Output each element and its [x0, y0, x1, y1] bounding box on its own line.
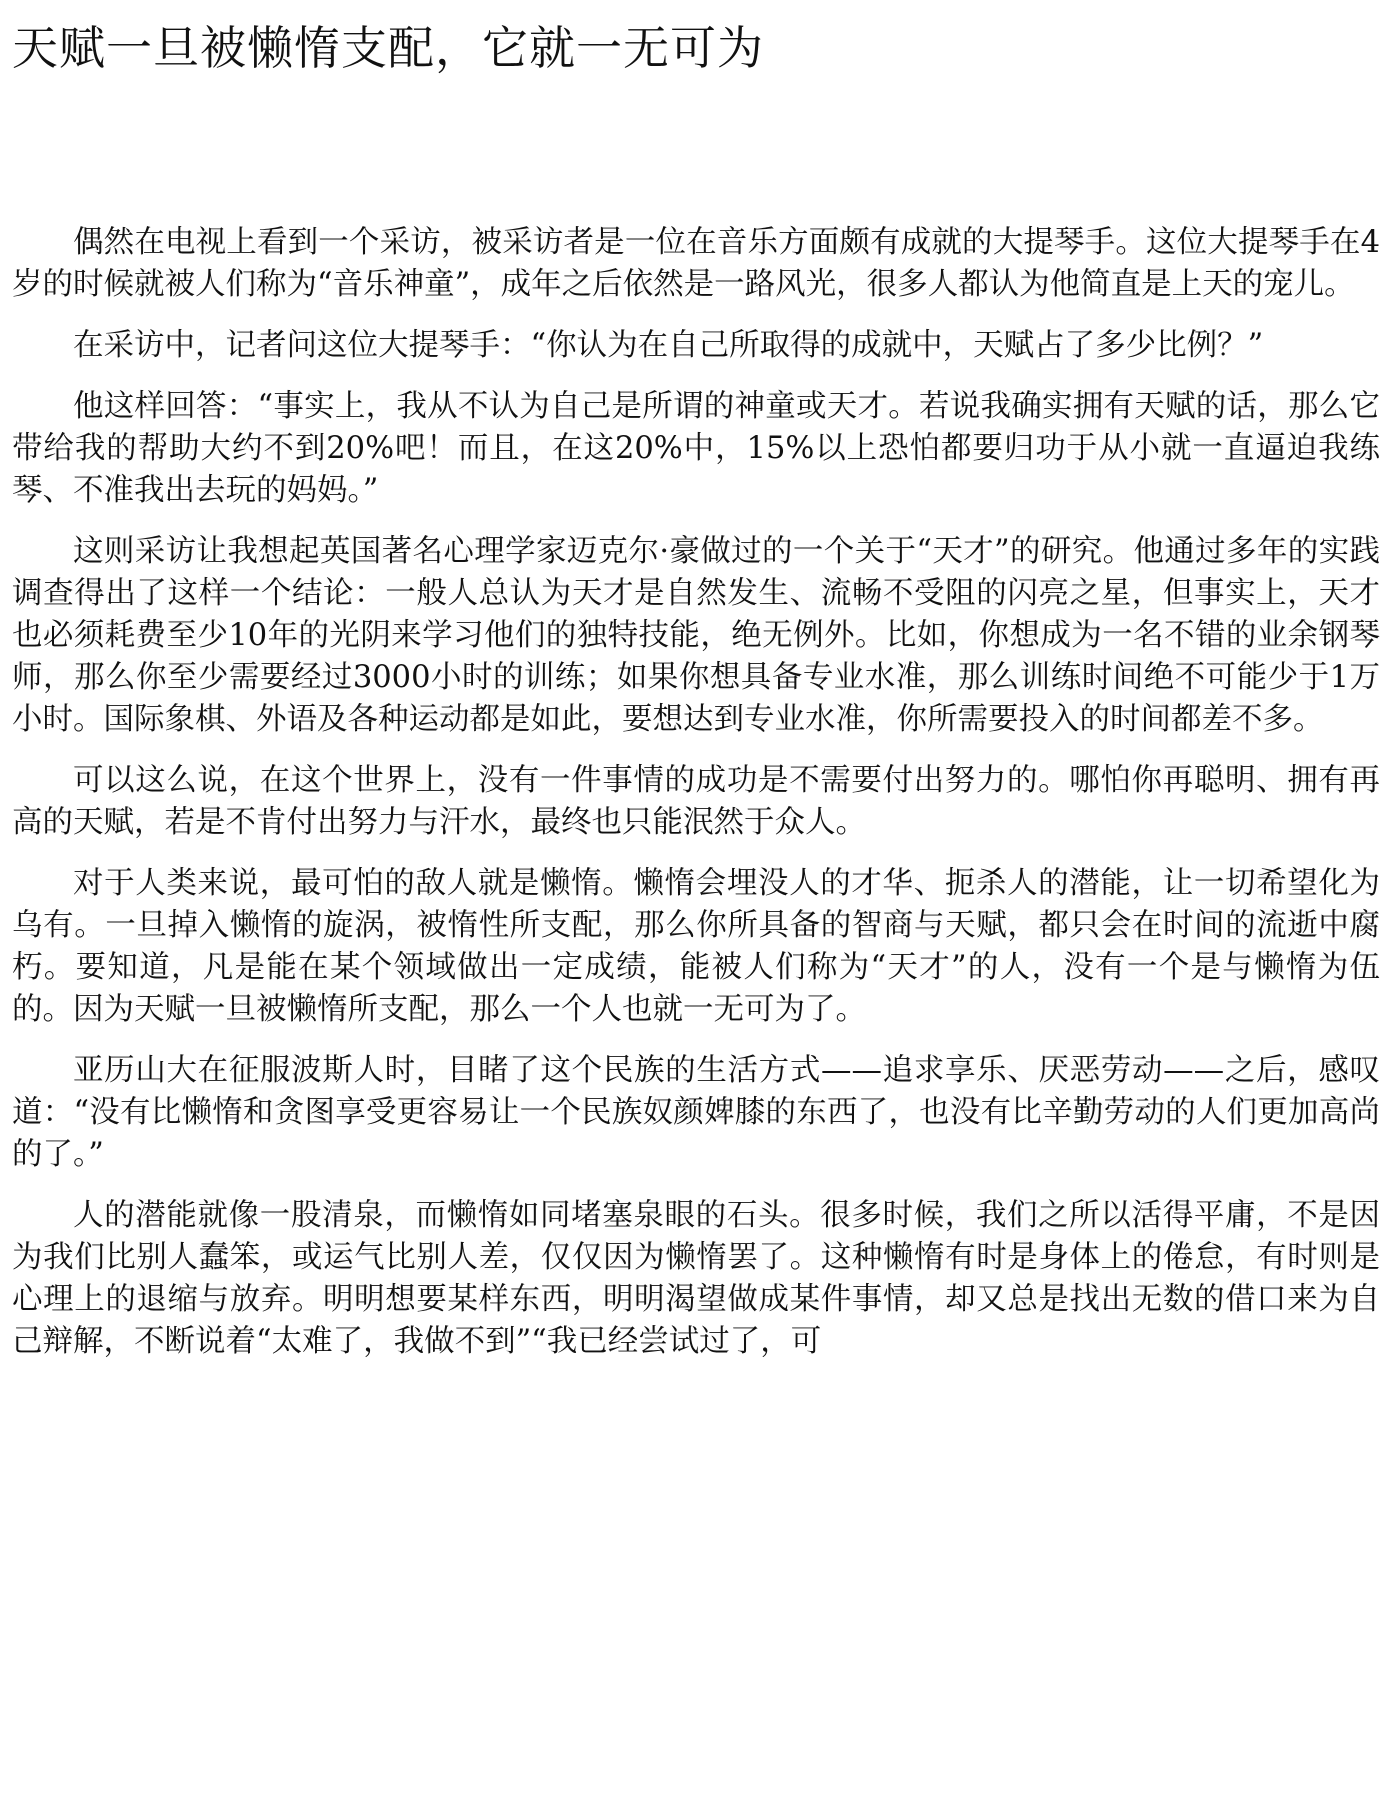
- paragraph-3: 他这样回答：“事实上，我从不认为自己是所谓的神童或天才。若说我确实拥有天赋的话，那么它带给我的帮助大约不到20%吧！而且，在这20%中，15%以上恐怕都要归功于从小就一直逼迫我练琴、不准我出去玩的妈妈。”: [12, 389, 1380, 508]
- article-title: 天赋一旦被懒惰支配，它就一无可为: [12, 21, 764, 75]
- paragraph-8: 人的潜能就像一股清泉，而懒惰如同堵塞泉眼的石头。很多时候，我们之所以活得平庸，不是因为我们比别人蠢笨，或运气比别人差，仅仅因为懒惰罢了。这种懒惰有时是身体上的倦怠，有时则是心理上的退缩与放弃。明明想要某样东西，明明渴望做成某件事情，却又总是找出无数的借口来为自己辩解，不断说着“太难了，我做不到”“我已经尝试过了，可: [12, 1198, 1380, 1359]
- paragraph-6: 对于人类来说，最可怕的敌人就是懒惰。懒惰会埋没人的才华、扼杀人的潜能，让一切希望化为乌有。一旦掉入懒惰的旋涡，被惰性所支配，那么你所具备的智商与天赋，都只会在时间的流逝中腐朽。要知道，凡是能在某个领域做出一定成绩，能被人们称为“天才”的人，没有一个是与懒惰为伍的。因为天赋一旦被懒惰所支配，那么一个人也就一无可为了。: [12, 866, 1380, 1027]
- paragraph-2: 在采访中，记者问这位大提琴手：“你认为在自己所取得的成就中，天赋占了多少比例？”: [73, 328, 1264, 363]
- article-body: [12, 222, 1380, 1382]
- paragraph-5: 可以这么说，在这个世界上，没有一件事情的成功是不需要付出努力的。哪怕你再聪明、拥有再高的天赋，若是不肯付出努力与汗水，最终也只能泯然于众人。: [12, 763, 1380, 840]
- paragraph-7: 亚历山大在征服波斯人时，目睹了这个民族的生活方式——追求享乐、厌恶劳动——之后，感叹道：“没有比懒惰和贪图享受更容易让一个民族奴颜婢膝的东西了，也没有比辛勤劳动的人们更加高尚的了。”: [12, 1053, 1380, 1172]
- paragraph-1: 偶然在电视上看到一个采访，被采访者是一位在音乐方面颇有成就的大提琴手。这位大提琴手在4岁的时候就被人们称为“音乐神童”，成年之后依然是一路风光，很多人都认为他简直是上天的宠儿。: [12, 225, 1380, 302]
- paragraph-4: 这则采访让我想起英国著名心理学家迈克尔·豪做过的一个关于“天才”的研究。他通过多年的实践调查得出了这样一个结论：一般人总认为天才是自然发生、流畅不受阻的闪亮之星，但事实上，天才也必须耗费至少10年的光阴来学习他们的独特技能，绝无例外。比如，你想成为一名不错的业余钢琴师，那么你至少需要经过3000小时的训练；如果你想具备专业水准，那么训练时间绝不可能少于1万小时。国际象棋、外语及各种运动都是如此，要想达到专业水准，你所需要投入的时间都差不多。: [12, 534, 1380, 737]
